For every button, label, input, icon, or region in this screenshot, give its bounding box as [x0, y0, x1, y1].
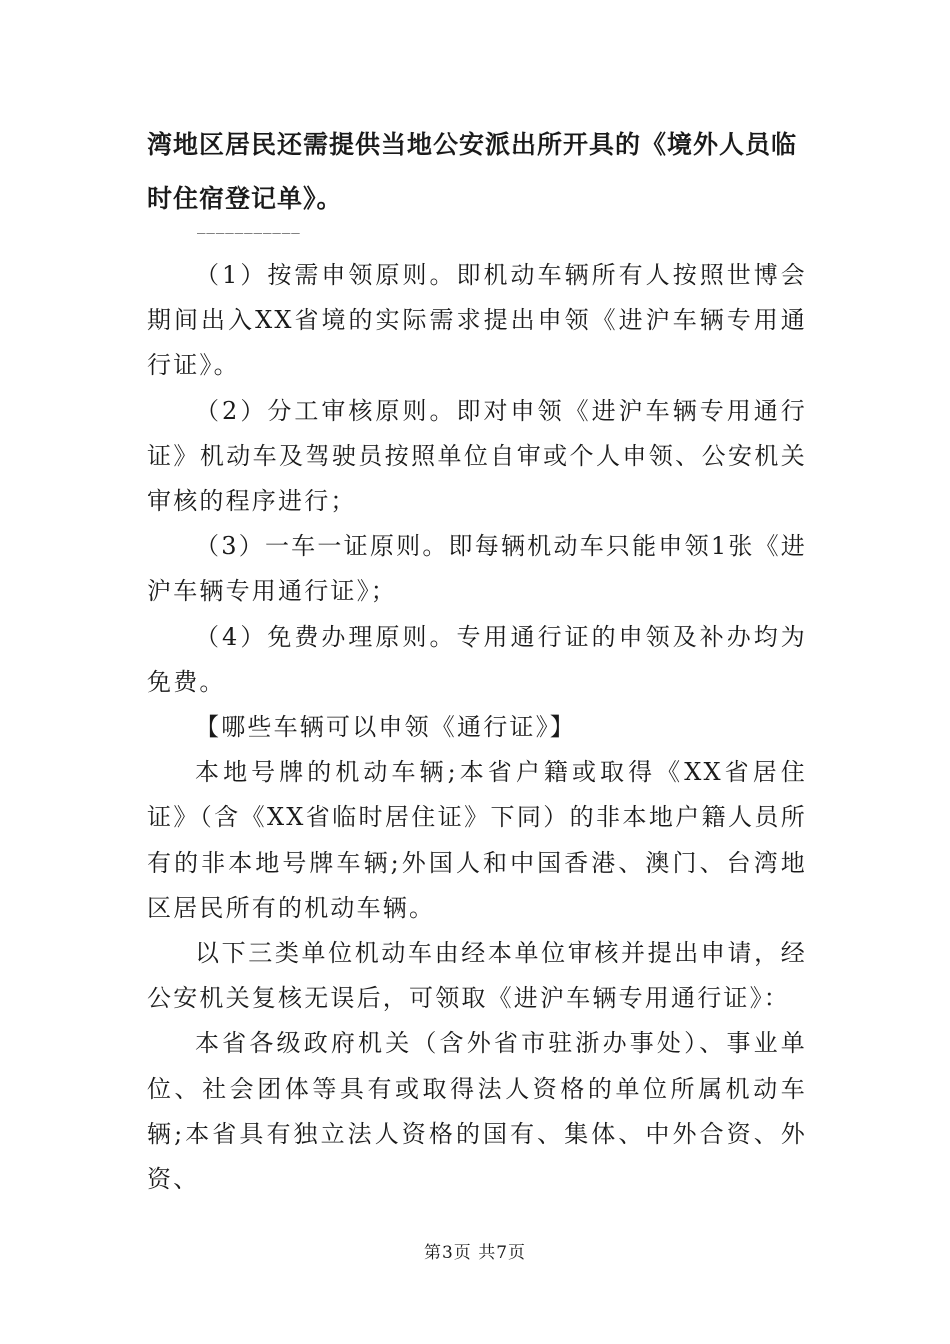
paragraph-principle-2: （2）分工审核原则。即对申领《进沪车辆专用通行证》机动车及驾驶员按照单位自审或个人申领、公安机关审核的程序进行； — [147, 396, 807, 516]
paragraph-eligible-vehicles: 本地号牌的机动车辆;本省户籍或取得《XX省居住证》（含《XX省临时居住证》下同）的非本地户籍人员所有的非本地号牌车辆;外国人和中国香港、澳门、台湾地区居民所有的机动车辆。 — [147, 758, 807, 922]
paragraph-principle-3: （3）一车一证原则。即每辆机动车只能申领1张《进沪车辆专用通行证》； — [147, 532, 807, 606]
paragraph-principle-1: （1）按需申领原则。即机动车辆所有人按照世博会期间出入XX省境的实际需求提出申领《进沪车辆专用通行证》。 — [147, 261, 807, 380]
paragraph-government-units: 本省各级政府机关（含外省市驻浙办事处）、事业单位、社会团体等具有或取得法人资格的单位所属机动车辆;本省具有独立法人资格的国有、集体、中外合资、外资、 — [147, 1029, 807, 1194]
section-heading: 【哪些车辆可以申领《通行证》】 — [195, 713, 576, 742]
page-footer: 第3页 共7页 — [423, 1243, 527, 1263]
paragraph-unit-vehicles: 以下三类单位机动车由经本单位审核并提出申请，经公安机关复核无误后，可领取《进沪车辆专用通行证》： — [147, 939, 807, 1013]
body-text — [147, 253, 807, 1202]
separator-line: ___________ — [197, 218, 301, 234]
lead-paragraph: 湾地区居民还需提供当地公安派出所开具的《境外人员临时住宿登记单》。 — [147, 130, 798, 213]
paragraph-principle-4: （4）免费办理原则。专用通行证的申领及补办均为免费。 — [147, 622, 807, 696]
